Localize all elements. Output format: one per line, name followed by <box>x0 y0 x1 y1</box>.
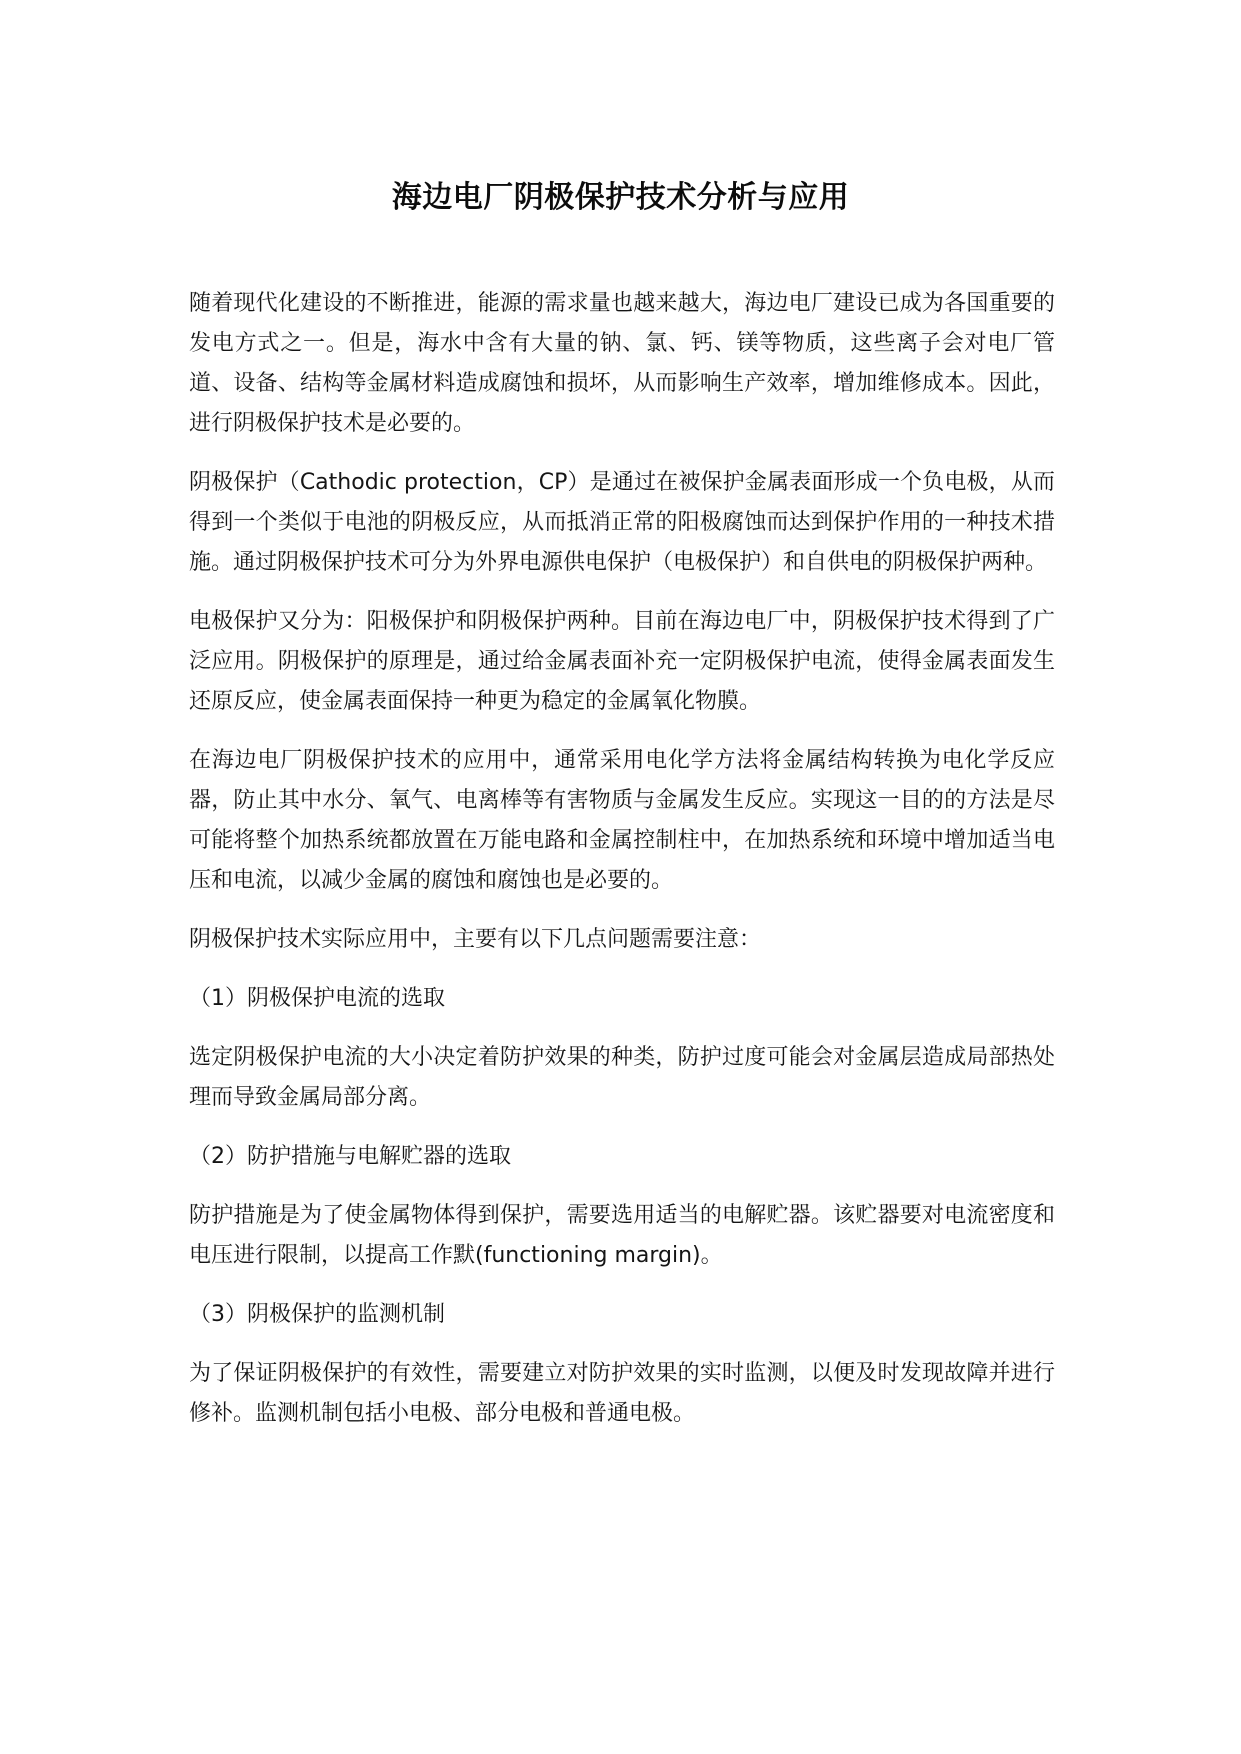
paragraph-electrode-protection: 电极保护又分为：阳极保护和阴极保护两种。目前在海边电厂中，阴极保护技术得到了广泛应用。阴极保护的原理是，通过给金属表面补充一定阴极保护电流，使得金属表面发生还原反应，使金属表面保持一种更为稳定的金属氧化物膜。 <box>189 609 1055 714</box>
paragraph-application: 在海边电厂阴极保护技术的应用中，通常采用电化学方法将金属结构转换为电化学反应器，防止其中水分、氧气、电离棒等有害物质与金属发生反应。实现这一目的的方法是尽可能将整个加热系统都放置在万能电路和金属控制柱中，在加热系统和环境中增加适当电压和电流，以减少金属的腐蚀和腐蚀也是必要的。 <box>189 748 1055 893</box>
section-heading-3: （3）阴极保护的监测机制 <box>189 1302 445 1327</box>
document-body <box>189 284 1055 1453</box>
section-heading-1: （1）阴极保护电流的选取 <box>189 986 445 1011</box>
paragraph-issues-intro: 阴极保护技术实际应用中，主要有以下几点问题需要注意： <box>189 927 762 952</box>
section-heading-2: （2）防护措施与电解贮器的选取 <box>189 1144 511 1169</box>
paragraph-intro: 随着现代化建设的不断推进，能源的需求量也越来越大，海边电厂建设已成为各国重要的发电方式之一。但是，海水中含有大量的钠、氯、钙、镁等物质，这些离子会对电厂管道、设备、结构等金属材料造成腐蚀和损坏，从而影响生产效率，增加维修成本。因此，进行阴极保护技术是必要的。 <box>189 291 1055 436</box>
paragraph-section-1: 选定阴极保护电流的大小决定着防护效果的种类，防护过度可能会对金属层造成局部热处理而导致金属局部分离。 <box>189 1045 1055 1110</box>
document-title: 海边电厂阴极保护技术分析与应用 <box>391 180 850 215</box>
paragraph-cathodic-protection-definition: 阴极保护（Cathodic protection，CP）是通过在被保护金属表面形成一个负电极，从而得到一个类似于电池的阴极反应，从而抵消正常的阳极腐蚀而达到保护作用的一种技术措施。通过阴极保护技术可分为外界电源供电保护（电极保护）和自供电的阴极保护两种。 <box>189 470 1055 575</box>
paragraph-section-2: 防护措施是为了使金属物体得到保护，需要选用适当的电解贮器。该贮器要对电流密度和电压进行限制，以提高工作默(functioning margin)。 <box>189 1203 1055 1268</box>
paragraph-section-3: 为了保证阴极保护的有效性，需要建立对防护效果的实时监测，以便及时发现故障并进行修补。监测机制包括小电极、部分电极和普通电极。 <box>189 1361 1055 1426</box>
